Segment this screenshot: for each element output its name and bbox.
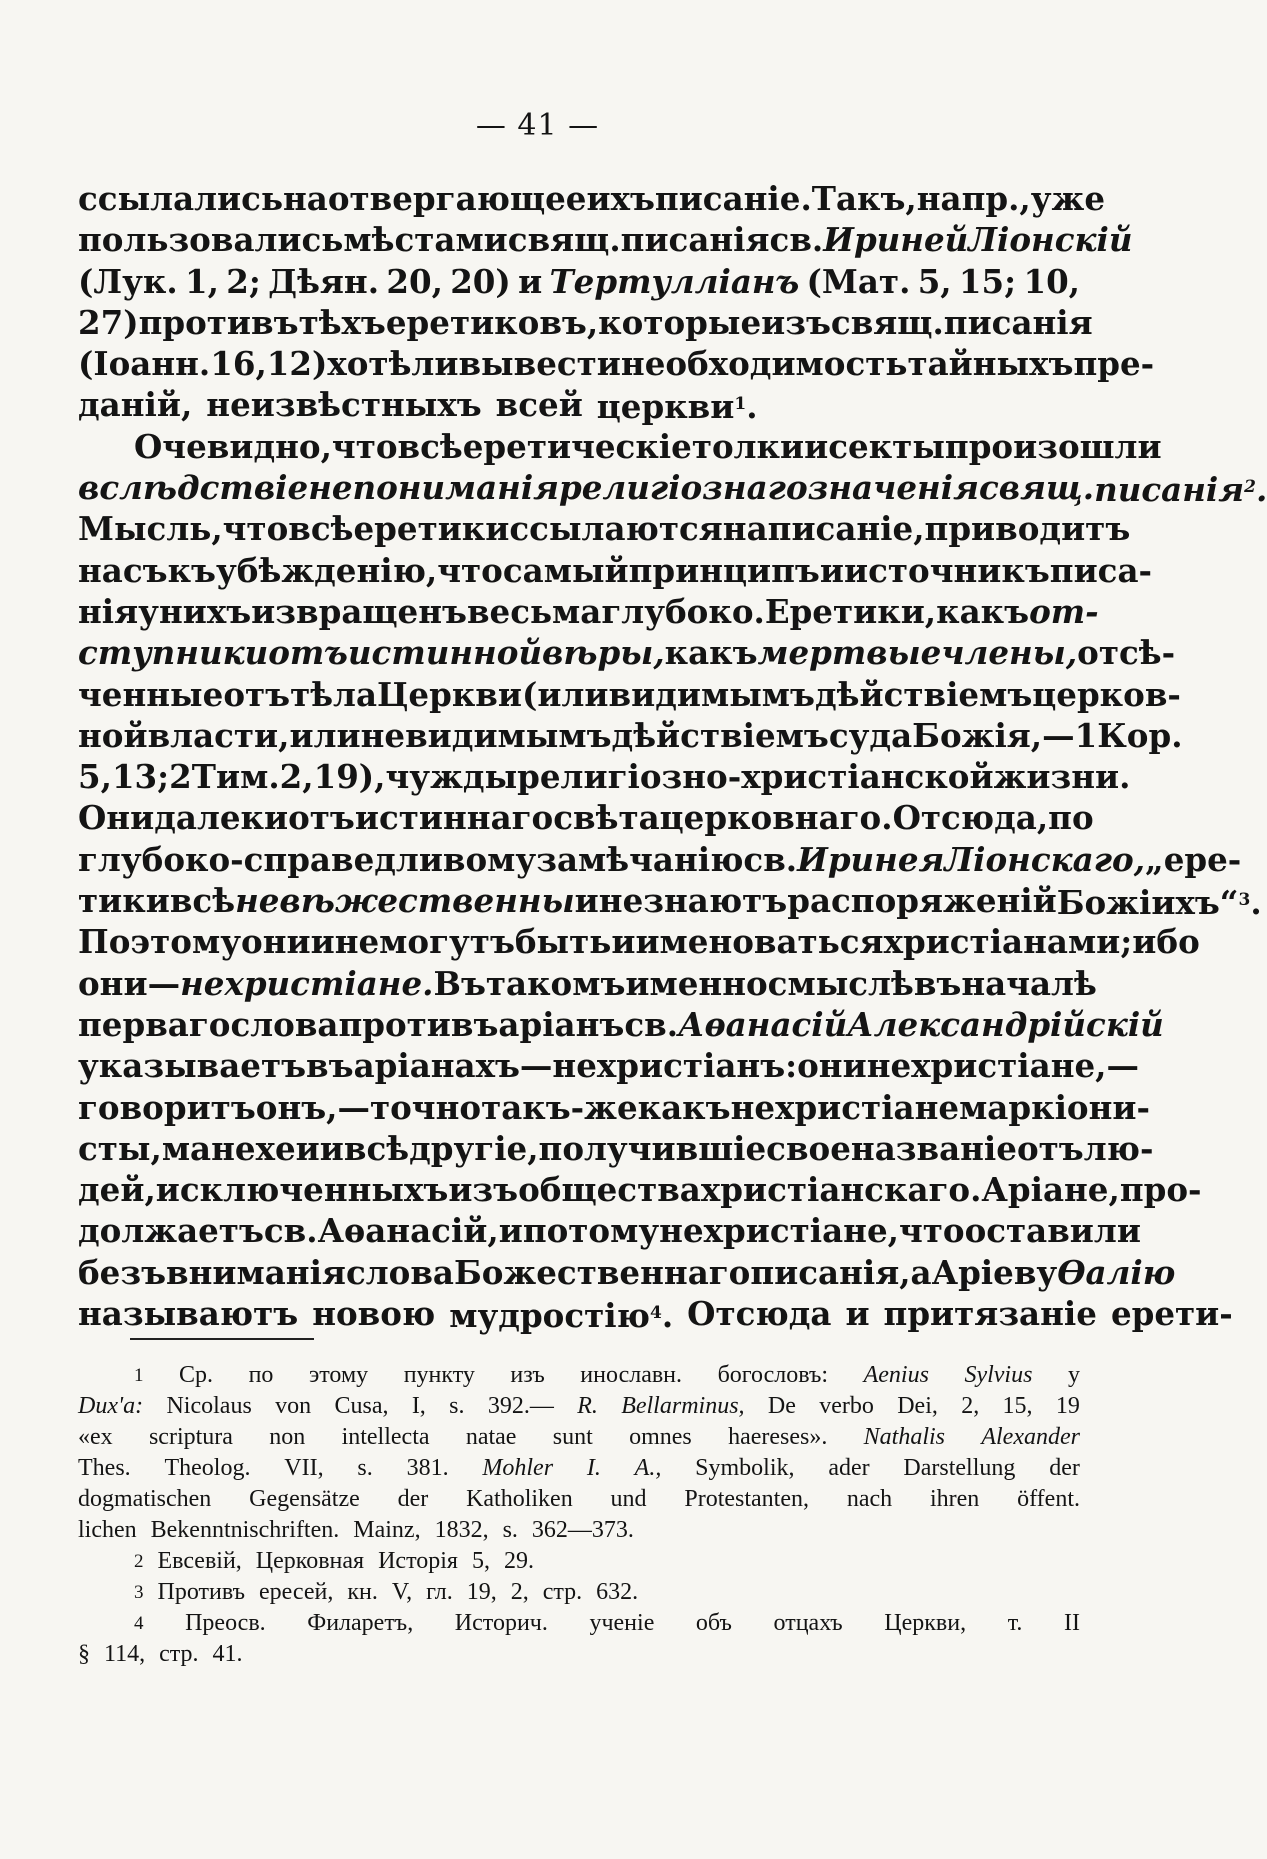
page-number: — 41 — (475, 108, 600, 143)
footnote-marker: 4 (649, 1303, 662, 1324)
body-line: называютъ новою мудростію$^4$. Отсюда и притязаніе ерети- (78, 1294, 1233, 1336)
footnote-line: 1 Ср. по этому пункту изъ инославн. богословъ: Aenius Sylvius у (78, 1360, 1080, 1391)
footnote-line: «ex scriptura non intellecta natae sunt omnes haereses». Nathalis Alexander (78, 1424, 1080, 1450)
body-line: ной власти, или невидимымъ дѣйствіемъ суда Божія,—1 Кор. (78, 715, 1183, 755)
body-line: (Іоанн. 16, 12) хотѣли вывести необходимость тайныхъ пре- (78, 344, 1155, 384)
body-line: вслѣдствіе непониманія религіознаго значенія свящ. писанія$^2$. (78, 468, 1267, 510)
footnote-line: Thes. Theolog. VII, s. 381. Mohler I. A., Symbolik, ader Darstellung der (78, 1455, 1080, 1481)
body-line: должаетъ св. Аѳанасій, и потому не христіане, что оставили (78, 1211, 1141, 1251)
body-line: перваго слова противъ аріанъ св. Аѳанасій Александрійскій (78, 1004, 1164, 1044)
body-line: дей, исключенныхъ изъ общества христіанскаго. Аріане, про- (78, 1170, 1202, 1210)
body-line: Они далеки отъ истиннаго свѣта церковнаго. Отсюда, по (78, 798, 1094, 838)
body-line: тики всѣ невѣжественны и не знаютъ распоряженій Божіихъ“$^3$. (78, 881, 1262, 923)
body-line: нія у нихъ извращенъ весьма глубоко. Еретики, какъ от- (78, 591, 1099, 631)
footnote-marker: 3 (1238, 890, 1251, 911)
body-line: они — не христіане. Въ такомъ именно смыслѣ въ началѣ (78, 963, 1097, 1003)
body-line: ссылались на отвергающее ихъ писаніе. Такъ, напр., уже (78, 179, 1106, 218)
footnote-line: § 114, стр. 41. (78, 1641, 243, 1667)
body-line: 27) противъ тѣхъ еретиковъ, которые изъ свящ. писанія (78, 302, 1093, 342)
body-line: говоритъ онъ, — точно такъ-же какъ не христіане маркіони- (78, 1087, 1150, 1127)
body-line: сты, манехеи и всѣ другіе, получившіе свое названіе отъ лю- (78, 1128, 1154, 1168)
footnote-line: Dux'a: Nicolaus von Cusa, I, s. 392.— R. Bellarminus, De verbo Dei, 2, 15, 19 (78, 1393, 1080, 1419)
footnote-line: dogmatischen Gegensätze der Katholiken und Protestanten, nach ihren öffent. (78, 1486, 1080, 1512)
footnote-marker: 2 (134, 1551, 144, 1572)
body-line: ступники отъ истинной вѣры, какъ мертвые члены, отсѣ- (78, 633, 1176, 673)
footnote-separator (130, 1338, 314, 1340)
body-line: даній, неизвѣстныхъ всей церкви$^1$. (78, 385, 758, 427)
footnotes (78, 1360, 1080, 1670)
footnote-marker: 4 (134, 1613, 144, 1634)
body-line: Поэтому они и не могутъ быть и именоваться христіанами; ибо (78, 922, 1200, 962)
footnote-line: 4 Преосв. Филаретъ, Историч. ученіе объ отцахъ Церкви, т. II (78, 1608, 1080, 1639)
body-line: пользовались мѣстами свящ. писанія св. Ириней Ліонскій (78, 220, 1133, 260)
footnote-marker: 3 (134, 1582, 144, 1603)
body-line: ченные отъ тѣла Церкви (или видимымъ дѣйствіемъ церков- (78, 674, 1181, 714)
main-text (78, 178, 1267, 1336)
footnote-marker: 1 (134, 1365, 144, 1386)
footnote-line: lichen Bekenntnischriften. Mainz, 1832, s. 362—373. (78, 1517, 634, 1543)
body-line: Очевидно, что всѣ еретическіе толки и секты произошли (134, 426, 1162, 466)
footnote-marker: 1 (734, 394, 747, 415)
body-line: Мысль, что всѣ еретики ссылаются на писаніе, приводитъ (78, 509, 1131, 549)
body-line: безъ вниманія слова Божественнаго писанія, а Аріеву Ѳалію (78, 1252, 1176, 1292)
body-line: глубоко-справедливому замѣчанію св. Иринея Ліонскаго, „ере- (78, 839, 1242, 879)
footnote-line: 2 Евсевій, Церковная Исторія 5, 29. (78, 1546, 1080, 1577)
body-line: указываетъ въ аріанахъ—нехристіанъ: они не христіане,— (78, 1046, 1139, 1086)
body-line: 5, 13; 2 Тим. 2, 19), чужды религіозно-христіанской жизни. (78, 757, 1131, 797)
body-line: (Лук. 1, 2; Дѣян. 20, 20) и Тертулліанъ (Мат. 5, 15; 10, (78, 261, 1080, 301)
footnote-line: 3 Противъ ересей, кн. V, гл. 19, 2, стр. 632. (78, 1577, 1080, 1608)
footnote-marker: 2 (1244, 477, 1256, 498)
body-line: насъ къ убѣжденію, что самый принципъ и источникъ писа- (78, 550, 1153, 590)
